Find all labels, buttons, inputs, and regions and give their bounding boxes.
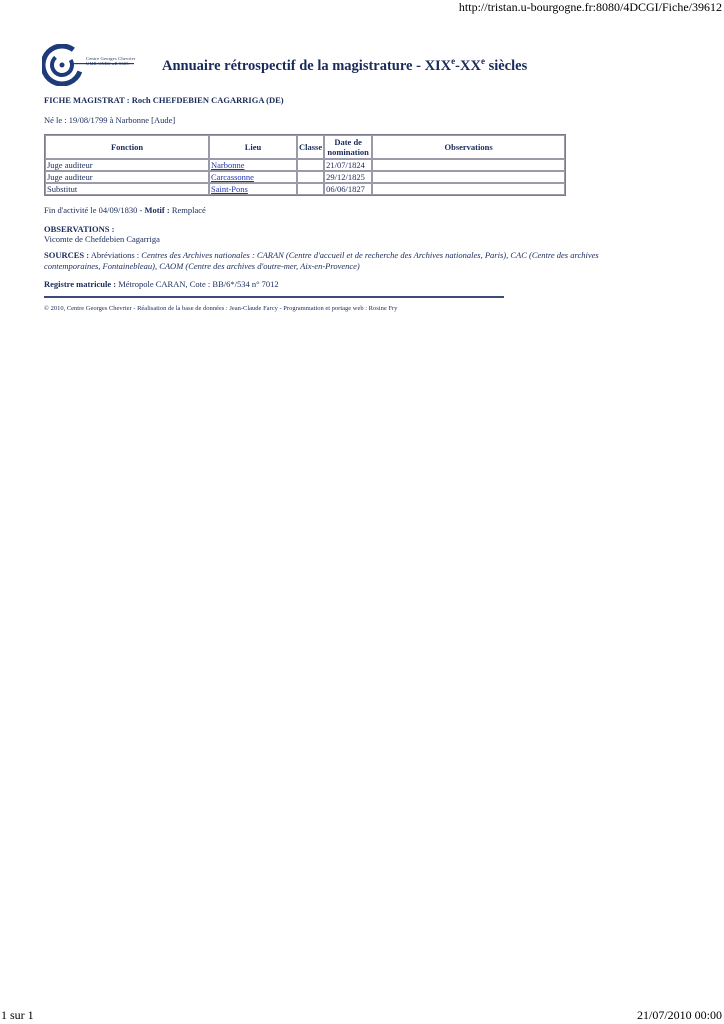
cell-date: 29/12/1825 (324, 171, 372, 183)
end-of-activity: Fin d'activité le 04/09/1830 - Motif : Remplacé (44, 205, 206, 215)
cell-classe (297, 171, 324, 183)
fiche-content (44, 95, 684, 312)
cell-date: 06/06/1827 (324, 183, 372, 195)
cell-classe (297, 183, 324, 195)
cell-fonction: Juge auditeur (45, 171, 209, 183)
header-fonction: Fonction (45, 135, 209, 159)
page-title: Annuaire rétrospectif de la magistrature - XIXe-XXe siècles (162, 56, 528, 74)
registre-matricule: Registre matricule : Métropole CARAN, Cote : BB/6*/534 n° 7012 (44, 279, 279, 289)
cell-date: 21/07/1824 (324, 159, 372, 171)
print-datetime: 21/07/2010 00:00 (636, 1008, 722, 1022)
sources: SOURCES : Abréviations : Centres des Archives nationales : CARAN (Centre d'accueil et de recherche des Archives nationales, Paris), CAC (Centre des archives contemporaines, Fontainebleau), CAOM (Centre des archives d'outre-mer, Aix-en-Provence) (44, 250, 599, 271)
page-header (42, 42, 682, 88)
cell-lieu (209, 183, 297, 195)
career-table (44, 134, 566, 196)
cell-lieu (209, 159, 297, 171)
observations-text: Vicomte de Chefdebien Cagarriga (44, 234, 160, 244)
cell-fonction: Substitut (45, 183, 209, 195)
header-lieu: Lieu (209, 135, 297, 159)
lieu-link[interactable]: Narbonne (211, 160, 245, 170)
logo-line-2: UMR CNRS uB 5605 (86, 61, 129, 66)
divider (44, 296, 504, 298)
table-row (45, 183, 565, 195)
lieu-link[interactable]: Saint-Pons (211, 184, 248, 194)
fiche-heading: FICHE MAGISTRAT : Roch CHEFDEBIEN CAGARRIGA (DE) (44, 95, 284, 105)
logo-text (86, 56, 136, 66)
print-page-number: 1 sur 1 (1, 1008, 34, 1022)
birth-info: Né le : 19/08/1799 à Narbonne [Aude] (44, 115, 176, 125)
header-classe: Classe (297, 135, 324, 159)
cell-observations (372, 159, 565, 171)
table-row (45, 171, 565, 183)
observations-label: OBSERVATIONS : (44, 224, 115, 234)
cell-lieu (209, 171, 297, 183)
header-date: Date de nomination (324, 135, 372, 159)
lieu-link[interactable]: Carcassonne (211, 172, 254, 182)
cell-observations (372, 171, 565, 183)
cell-fonction: Juge auditeur (45, 159, 209, 171)
logo-line-1: Centre Georges Chevrier (86, 56, 136, 61)
header-observations: Observations (372, 135, 565, 159)
print-url: http://tristan.u-bourgogne.fr:8080/4DCGI/Fiche/39612 (458, 0, 722, 14)
cell-observations (372, 183, 565, 195)
credits-footer: © 2010, Centre Georges Chevrier - Réalisation de la base de données : Jean-Claude Farcy - Programmation et portage web : Rosine Fry (44, 305, 398, 312)
cell-classe (297, 159, 324, 171)
table-row (45, 159, 565, 171)
table-header-row (45, 135, 565, 159)
